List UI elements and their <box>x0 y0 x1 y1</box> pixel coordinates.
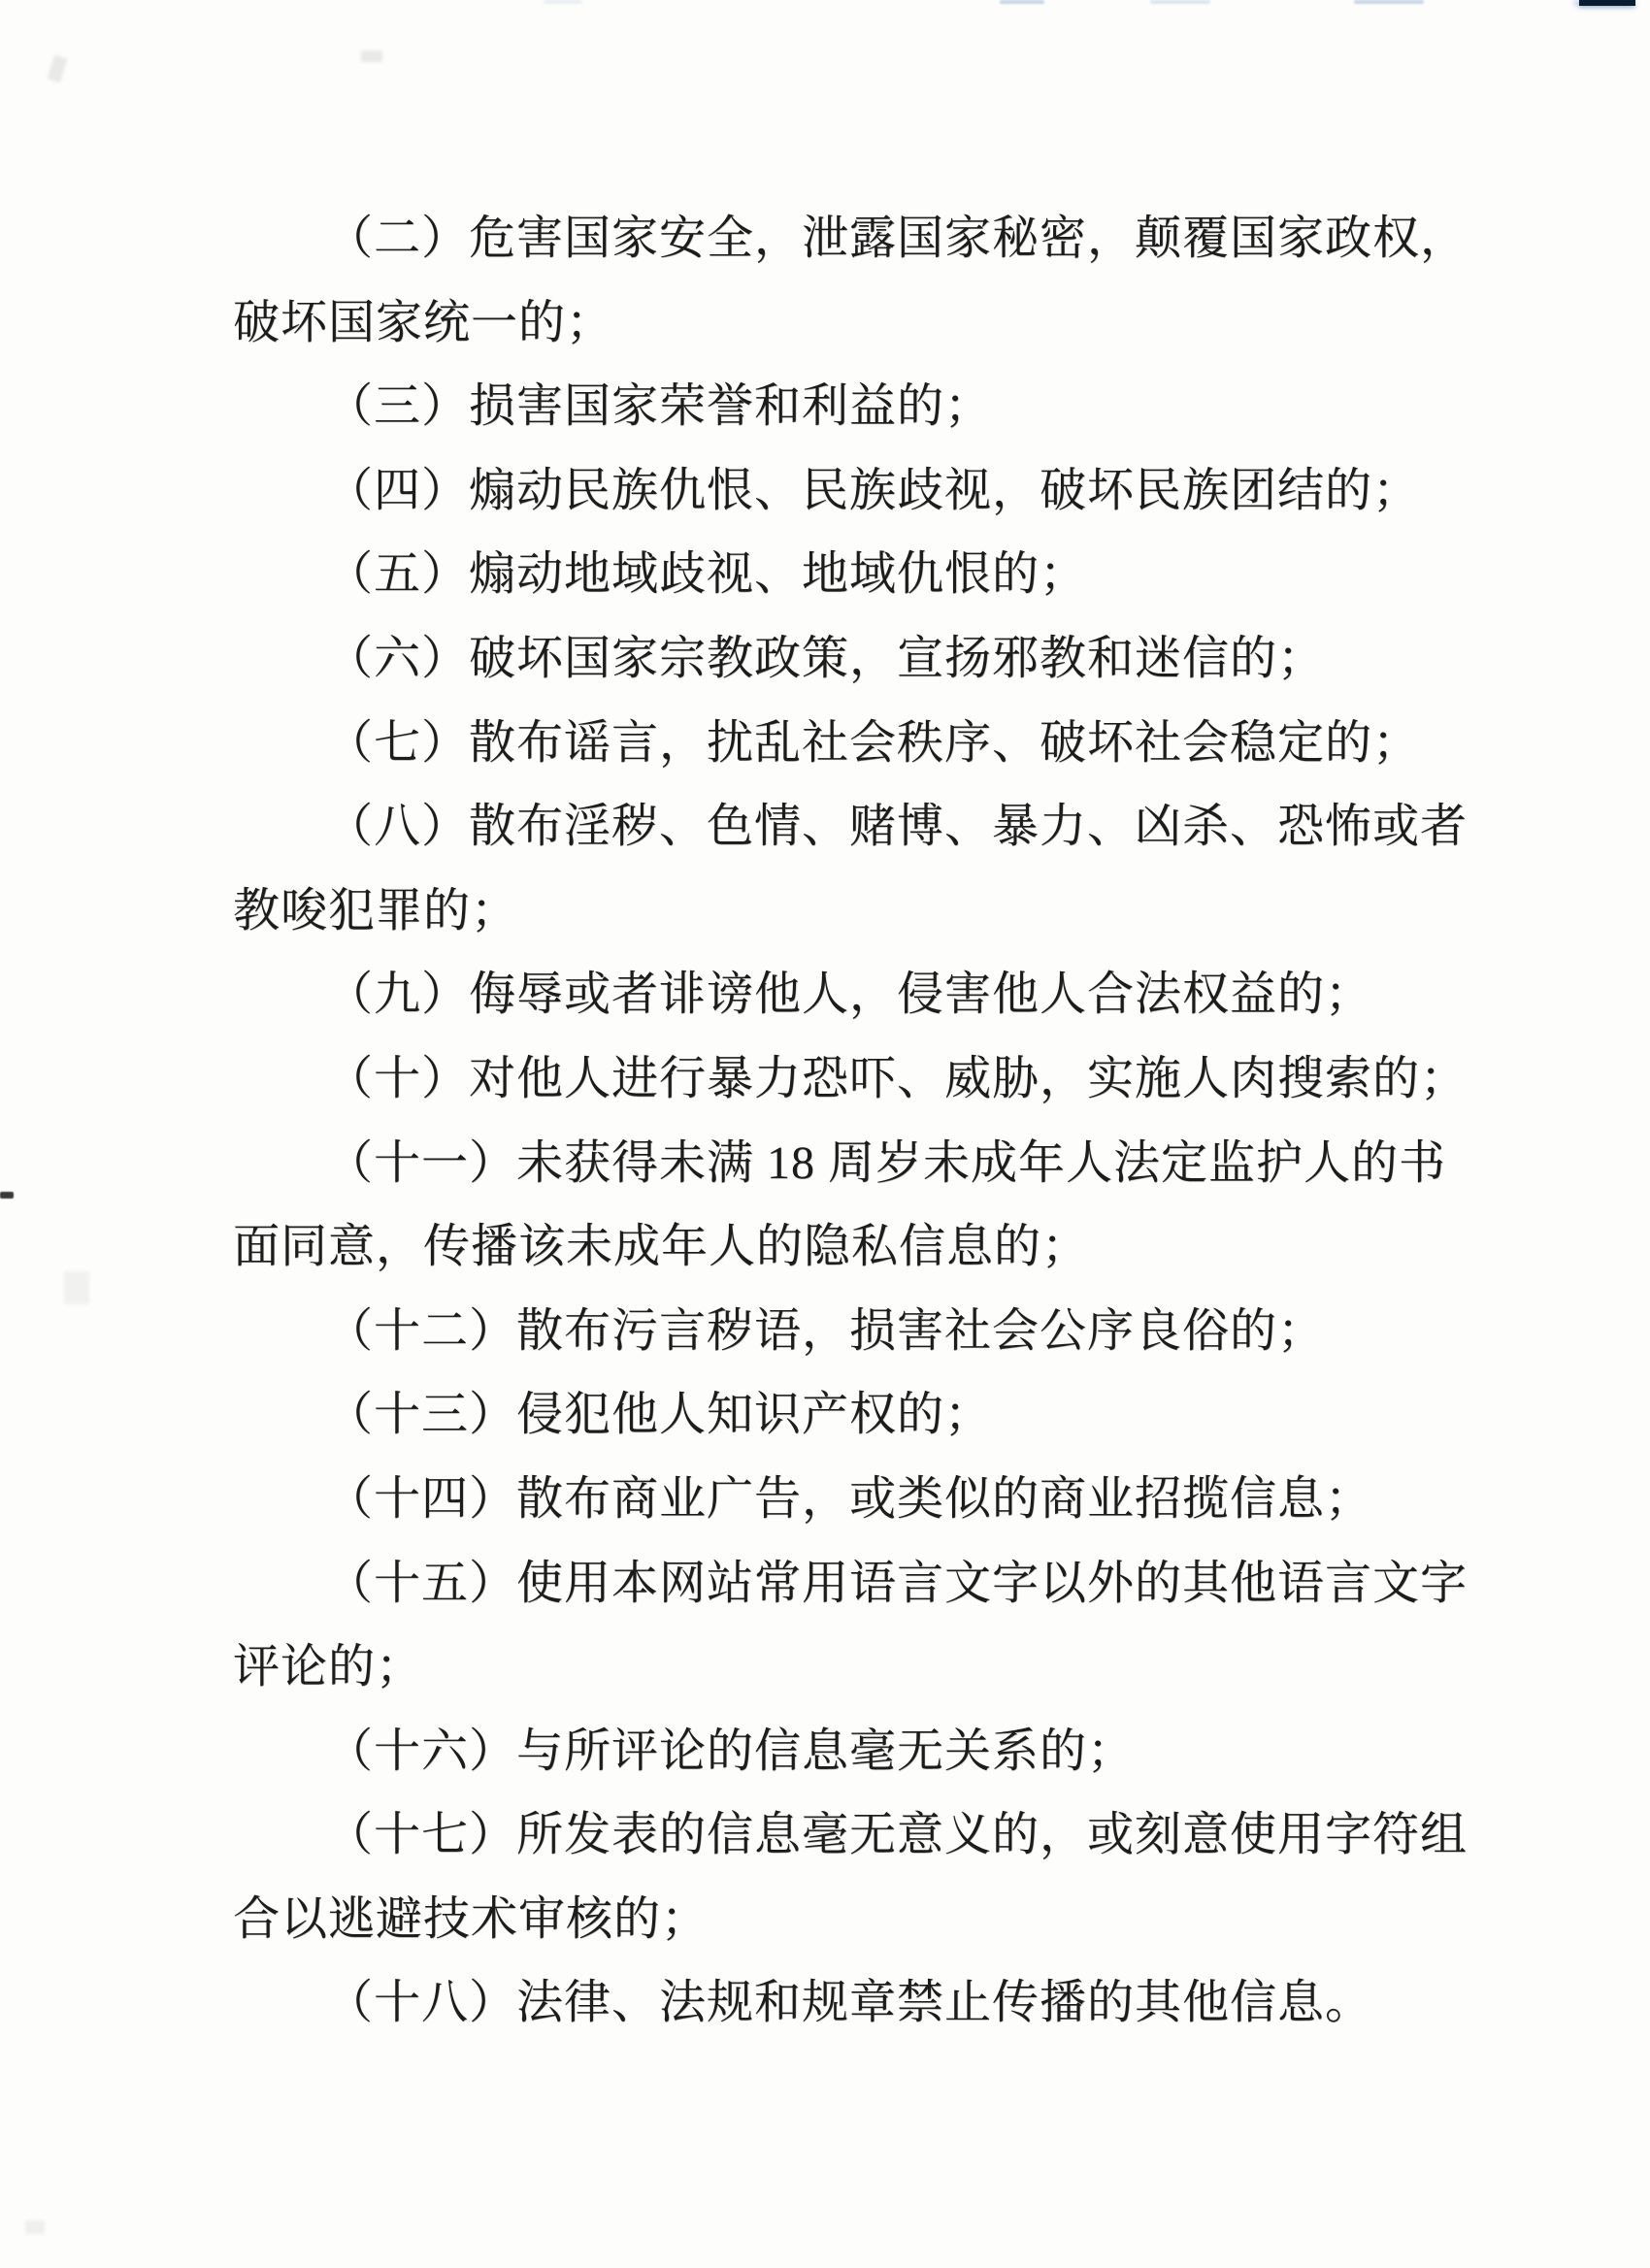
scan-artifact-faint-mark <box>64 1271 89 1304</box>
scan-artifact-top-smudge <box>1000 0 1044 4</box>
text-line-item-13: （十三）侵犯他人知识产权的； <box>326 1389 993 1441</box>
text-line-item-5: （五）煽动地域歧视、地域仇恨的； <box>326 548 1088 601</box>
text-line-item-6: （六）破坏国家宗教政策，宣扬邪教和迷信的； <box>326 632 1326 684</box>
text-line-item-2-cont: 破坏国家统一的； <box>233 296 614 348</box>
text-line-item-12: （十二）散布污言秽语，损害社会公序良俗的； <box>326 1304 1326 1357</box>
text-line-item-14: （十四）散布商业广告，或类似的商业招揽信息； <box>326 1472 1373 1525</box>
text-line-item-8: （八）散布淫秽、色情、赌博、暴力、凶杀、恐怖或者 <box>326 801 1468 853</box>
document-text-block <box>233 197 1534 2046</box>
text-line-item-8-cont: 教唆犯罪的； <box>233 884 519 937</box>
scan-artifact-left-edge-dash <box>0 1192 14 1199</box>
text-line-item-15-cont: 评论的； <box>233 1641 424 1693</box>
text-line-item-9: （九）侮辱或者诽谤他人，侵害他人合法权益的； <box>326 969 1373 1021</box>
text-line-item-2: （二）危害国家安全，泄露国家秘密，颠覆国家政权， <box>326 213 1468 264</box>
text-line-item-11-cont: 面同意，传播该未成年人的隐私信息的； <box>233 1221 1090 1273</box>
scan-artifact-faint-mark <box>47 54 67 82</box>
scan-artifact-faint-mark <box>25 2220 45 2234</box>
text-line-item-4: （四）煽动民族仇恨、民族歧视，破坏民族团结的； <box>326 464 1421 516</box>
text-line-item-17: （十七）所发表的信息毫无意义的，或刻意使用字符组 <box>326 1809 1468 1861</box>
scan-artifact-top-right-bar <box>1579 0 1635 6</box>
text-line-item-15: （十五）使用本网站常用语言文字以外的其他语言文字 <box>326 1557 1468 1609</box>
text-line-item-16: （十六）与所评论的信息毫无关系的； <box>326 1725 1136 1777</box>
text-line-item-11: （十一）未获得未满 18 周岁未成年人法定监护人的书 <box>326 1136 1447 1189</box>
text-line-item-18: （十八）法律、法规和规章禁止传播的其他信息。 <box>326 1977 1373 2029</box>
text-line-item-7: （七）散布谣言，扰乱社会秩序、破坏社会稳定的； <box>326 716 1421 769</box>
text-line-item-3: （三）损害国家荣誉和利益的； <box>326 380 993 433</box>
text-line-item-17-cont: 合以逃避技术审核的； <box>233 1892 710 1945</box>
scan-artifact-faint-mark <box>361 50 382 62</box>
scan-artifact-top-smudge <box>1150 0 1210 4</box>
text-line-item-10: （十）对他人进行暴力恐吓、威胁，实施人肉搜索的； <box>326 1052 1468 1104</box>
scan-artifact-top-smudge <box>544 0 582 4</box>
scan-artifact-top-smudge <box>1354 0 1424 4</box>
